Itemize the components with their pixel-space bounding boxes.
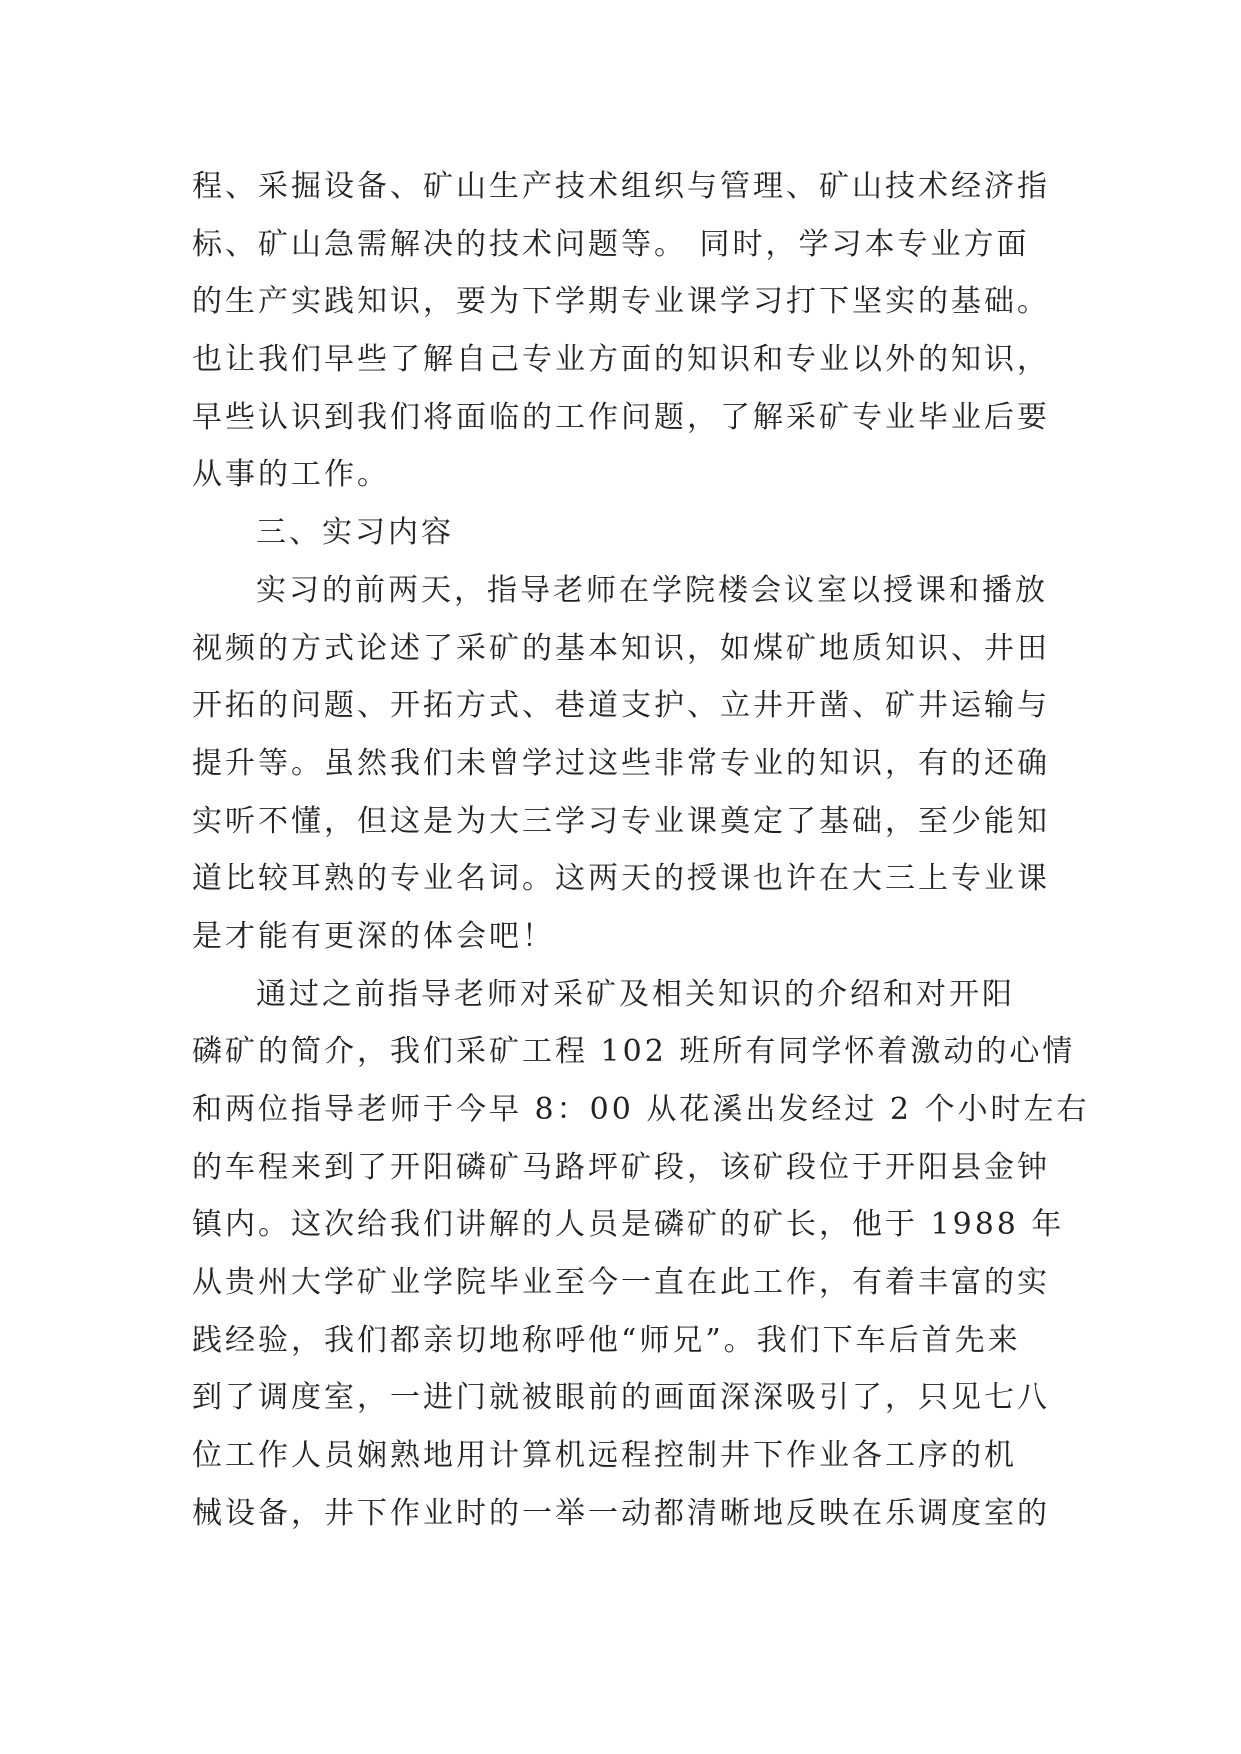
paragraph-first-line: 实习的前两天，指导老师在学院楼会议室以授课和播放 (256, 572, 1048, 608)
text-line: 位工作人员娴熟地用计算机远程控制井下作业各工序的机 (192, 1438, 1017, 1474)
document-body (192, 158, 1090, 1543)
text-line: 到了调度室，一进门就被眼前的画面深深吸引了，只见七八 (192, 1380, 1050, 1416)
text-line: 实听不懂，但这是为大三学习专业课奠定了基础，至少能知 (192, 803, 1050, 839)
text-line: 开拓的问题、开拓方式、巷道支护、立井开凿、矿井运输与 (192, 688, 1050, 724)
text-line: 和两位指导老师于今早 8：00 从花溪出发经过 2 个小时左右 (192, 1092, 1090, 1127)
text-line: 械设备，井下作业时的一举一动都清晰地反映在乐调度室的 (192, 1495, 1050, 1531)
text-line: 磷矿的简介，我们采矿工程 102 班所有同学怀着激动的心情 (192, 1034, 1076, 1070)
text-line: 的生产实践知识，要为下学期专业课学习打下坚实的基础。 (192, 284, 1050, 320)
text-line: 提升等。虽然我们未曾学过这些非常专业的知识，有的还确 (192, 745, 1050, 781)
text-line: 从事的工作。 (192, 457, 390, 493)
text-line: 也让我们早些了解自己专业方面的知识和专业以外的知识， (192, 342, 1050, 378)
text-line: 从贵州大学矿业学院毕业至今一直在此工作，有着丰富的实 (192, 1265, 1050, 1301)
text-line: 视频的方式论述了采矿的基本知识，如煤矿地质知识、井田 (192, 630, 1050, 666)
text-line: 镇内。这次给我们讲解的人员是磷矿的矿长，他于 1988 年 (192, 1207, 1065, 1243)
text-line: 是才能有更深的体会吧！ (192, 918, 555, 954)
paragraph-first-line: 通过之前指导老师对采矿及相关知识的介绍和对开阳 (256, 976, 1015, 1012)
section-heading: 三、实习内容 (256, 515, 454, 551)
text-line: 早些认识到我们将面临的工作问题，了解采矿专业毕业后要 (192, 399, 1050, 435)
text-line: 践经验，我们都亲切地称呼他“师兄”。我们下车后首先来 (192, 1322, 1021, 1358)
text-line: 标、矿山急需解决的技术问题等。 同时，学习本专业方面 (192, 226, 1030, 262)
text-line: 程、采掘设备、矿山生产技术组织与管理、矿山技术经济指 (192, 169, 1050, 204)
text-line: 的车程来到了开阳磷矿马路坪矿段，该矿段位于开阳县金钟 (192, 1149, 1050, 1185)
text-line: 道比较耳熟的专业名词。这两天的授课也许在大三上专业课 (192, 861, 1050, 897)
